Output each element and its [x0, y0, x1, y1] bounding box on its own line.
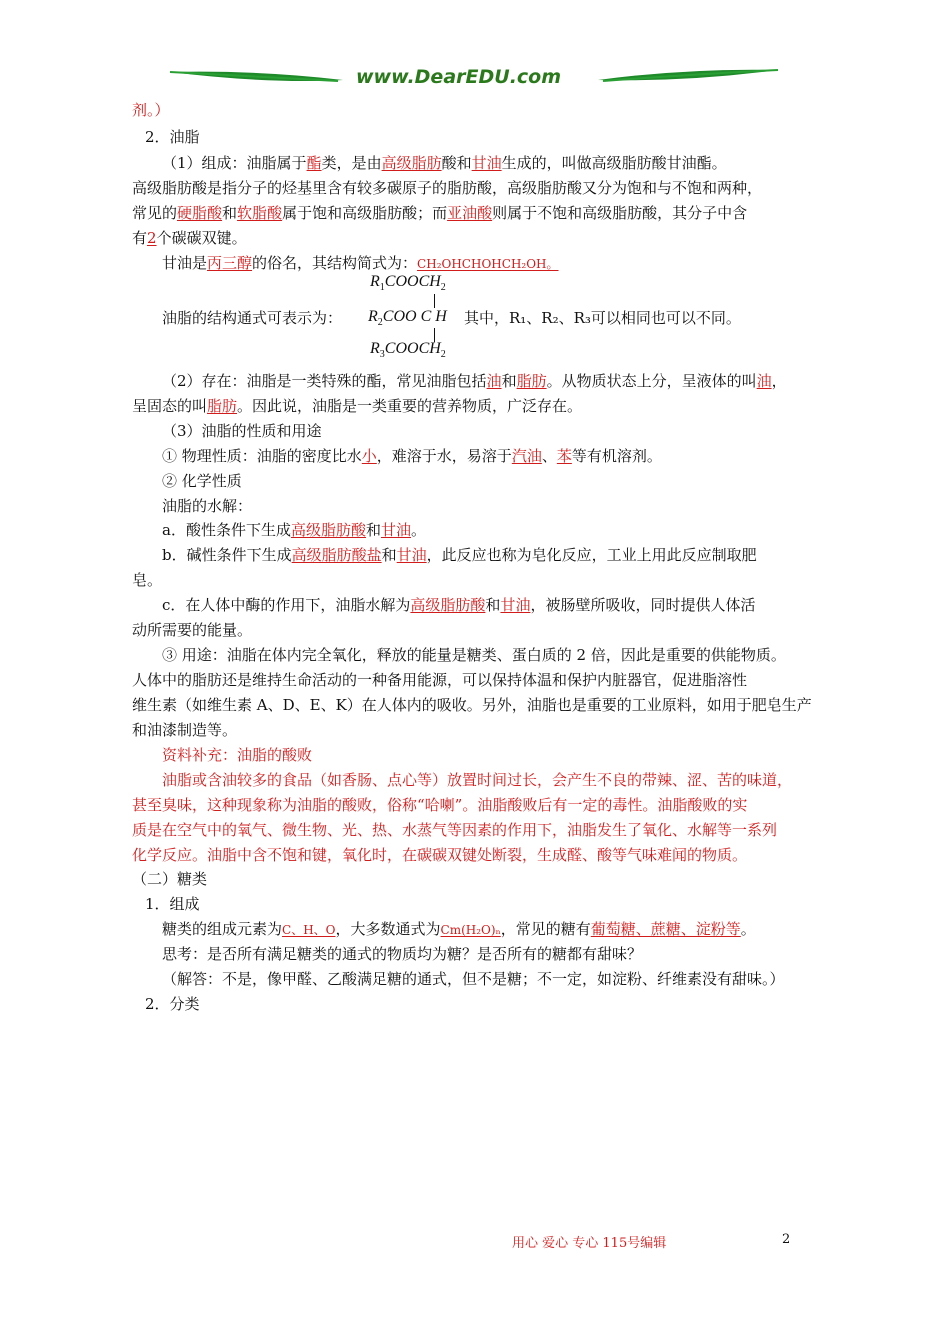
paragraph-line: 高级脂肪酸是指分子的烃基里含有较多碳原子的脂肪酸，高级脂肪酸又分为饱和与不饱和两种， — [132, 179, 763, 197]
text-line: 剂。） — [132, 101, 170, 119]
paragraph-line: b．碱性条件下生成高级脂肪酸盐和甘油，此反应也称为皂化反应，工业上用此反应制取肥 — [162, 546, 757, 564]
bond-line-upper — [434, 294, 435, 308]
section-heading: 2．分类 — [145, 995, 200, 1013]
formula-row-2: $R_2COO$ C H — [368, 308, 447, 329]
paragraph-line: ② 化学性质 — [162, 472, 242, 490]
supplement-line: 化学反应。油脂中含不饱和键，氧化时，在碳碳双键处断裂，生成醛、酸等气味难闻的物质。 — [132, 846, 748, 864]
paragraph-line: 动所需要的能量。 — [132, 621, 253, 639]
paragraph-line: 糖类的组成元素为C、H、O，大多数通式为Cm(H₂O)ₙ，常见的糖有葡萄糖、蔗糖、淀粉等。 — [162, 920, 756, 938]
paragraph-line: 有2个碳碳双键。 — [132, 229, 247, 247]
paragraph-line: 皂。 — [132, 571, 163, 589]
formula-note: 其中，R₁、R₂、R₃可以相同也可以不同。 — [464, 309, 741, 327]
paragraph-line: ① 物理性质：油脂的密度比水小，难溶于水，易溶于汽油、苯等有机溶剂。 — [162, 447, 662, 465]
paragraph-line: a．酸性条件下生成高级脂肪酸和甘油。 — [162, 521, 427, 539]
paragraph-line: ③ 用途：油脂在体内完全氧化，释放的能量是糖类、蛋白质的 2 倍，因此是重要的供能物质。 — [162, 646, 786, 664]
paragraph-line: 呈固态的叫脂肪。因此说，油脂是一类重要的营养物质，广泛存在。 — [132, 397, 583, 415]
paragraph-line: 维生素（如维生素 A、D、E、K）在人体内的吸收。另外，油脂也是重要的工业原料，如用于肥皂生产 — [132, 696, 812, 714]
formula-row-1: $R_1COOCH_2$ — [370, 273, 446, 294]
formula-label: 油脂的结构通式可表示为： — [162, 309, 343, 327]
paragraph-line: 思考：是否所有满足糖类的通式的物质均为糖？是否所有的糖都有甜味？ — [162, 945, 643, 963]
site-name: www.DearEDU.com — [356, 66, 562, 88]
supplement-line: 甚至臭味，这种现象称为油脂的酸败，俗称“哈喇”。油脂酸败后有一定的毒性。油脂酸败的实 — [132, 796, 748, 814]
paragraph-line: 人体中的脂肪还是维持生命活动的一种备用能源，可以保持体温和保护内脏器官，促进脂溶性 — [132, 671, 748, 689]
section-heading: （二）糖类 — [132, 870, 208, 888]
paragraph-line: 甘油是丙三醇的俗名，其结构简式为：CH₂OHCHOHCH₂OH。 — [162, 254, 559, 272]
paragraph-line: 油脂的水解： — [162, 497, 253, 515]
section-heading: 2．油脂 — [145, 128, 200, 146]
supplement-heading: 资料补充：油脂的酸败 — [162, 746, 313, 764]
formula-row-3: $R_3COOCH_2$ — [370, 340, 446, 361]
page-number: 2 — [782, 1232, 791, 1247]
supplement-line: 油脂或含油较多的食品（如香肠、点心等）放置时间过长，会产生不良的带辣、涩、苦的味道， — [162, 771, 793, 789]
paragraph-line: 和油漆制造等。 — [132, 721, 238, 739]
section-heading: 1．组成 — [145, 895, 200, 913]
section-heading: （3）油脂的性质和用途 — [162, 422, 322, 440]
supplement-line: 质是在空气中的氧气、微生物、光、热、水蒸气等因素的作用下，油脂发生了氧化、水解等一系列 — [132, 821, 778, 839]
footer-text: 用心 爱心 专心 115号编辑 — [512, 1236, 667, 1251]
paragraph-line: 常见的硬脂酸和软脂酸属于饱和高级脂肪酸；而亚油酸则属于不饱和高级脂肪酸，其分子中含 — [132, 204, 748, 222]
paragraph-line: （2）存在：油脂是一类特殊的酯，常见油脂包括油和脂肪。从物质状态上分，呈液体的叫油， — [162, 372, 787, 390]
paragraph-line: （解答：不是，像甲醛、乙酸满足糖的通式，但不是糖；不一定，如淀粉、纤维素没有甜味。） — [162, 970, 785, 988]
paragraph-line: （1）组成：油脂属于酯类，是由高级脂肪酸和甘油生成的，叫做高级脂肪酸甘油酯。 — [162, 154, 727, 172]
paragraph-line: c．在人体中酶的作用下，油脂水解为高级脂肪酸和甘油，被肠壁所吸收，同时提供人体活 — [162, 596, 756, 614]
